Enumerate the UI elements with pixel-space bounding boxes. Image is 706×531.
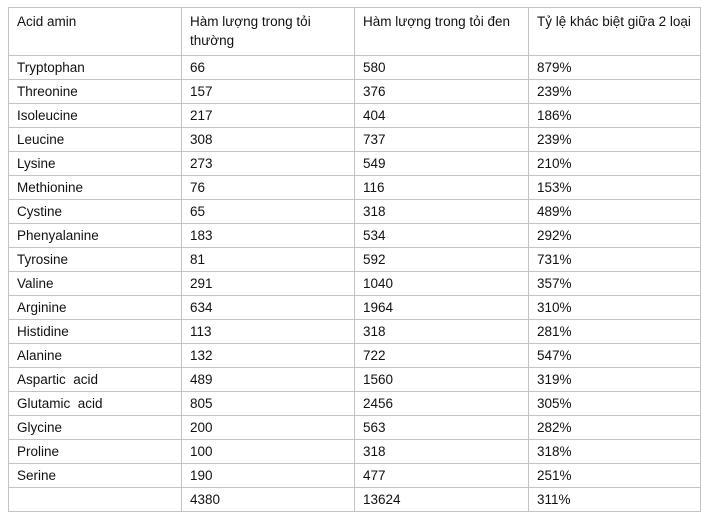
cell-acid-amin: Glutamic acid	[9, 392, 182, 416]
table-row	[9, 128, 701, 152]
cell-black-garlic-content: 318	[355, 320, 529, 344]
cell-acid-amin: Valine	[9, 272, 182, 296]
table-row	[9, 176, 701, 200]
cell-black-garlic-content: 722	[355, 344, 529, 368]
cell-regular-garlic-content: 113	[182, 320, 355, 344]
cell-acid-amin: Leucine	[9, 128, 182, 152]
cell-regular-garlic-content: 4380	[182, 488, 355, 512]
cell-black-garlic-content: 404	[355, 104, 529, 128]
cell-difference-ratio: 239%	[529, 128, 701, 152]
table-row	[9, 392, 701, 416]
cell-acid-amin: Serine	[9, 464, 182, 488]
table-row	[9, 224, 701, 248]
cell-acid-amin: Methionine	[9, 176, 182, 200]
cell-regular-garlic-content: 100	[182, 440, 355, 464]
cell-black-garlic-content: 376	[355, 80, 529, 104]
table-row	[9, 440, 701, 464]
table-row	[9, 368, 701, 392]
cell-acid-amin: Arginine	[9, 296, 182, 320]
table-row	[9, 416, 701, 440]
cell-difference-ratio: 357%	[529, 272, 701, 296]
cell-regular-garlic-content: 65	[182, 200, 355, 224]
cell-difference-ratio: 319%	[529, 368, 701, 392]
cell-regular-garlic-content: 66	[182, 56, 355, 80]
cell-difference-ratio: 318%	[529, 440, 701, 464]
cell-regular-garlic-content: 217	[182, 104, 355, 128]
cell-regular-garlic-content: 805	[182, 392, 355, 416]
column-header-regular-garlic-content: Hàm lượng trong tỏi thường	[182, 8, 355, 56]
table-row	[9, 272, 701, 296]
table-body	[9, 56, 701, 512]
cell-difference-ratio: 282%	[529, 416, 701, 440]
cell-black-garlic-content: 563	[355, 416, 529, 440]
table-row	[9, 320, 701, 344]
cell-difference-ratio: 310%	[529, 296, 701, 320]
cell-black-garlic-content: 318	[355, 440, 529, 464]
cell-difference-ratio: 731%	[529, 248, 701, 272]
cell-regular-garlic-content: 200	[182, 416, 355, 440]
cell-acid-amin: Histidine	[9, 320, 182, 344]
cell-acid-amin: Isoleucine	[9, 104, 182, 128]
cell-regular-garlic-content: 273	[182, 152, 355, 176]
amino-acid-table	[8, 7, 701, 512]
table-row	[9, 104, 701, 128]
cell-black-garlic-content: 580	[355, 56, 529, 80]
cell-acid-amin: Cystine	[9, 200, 182, 224]
cell-regular-garlic-content: 76	[182, 176, 355, 200]
cell-difference-ratio: 311%	[529, 488, 701, 512]
cell-difference-ratio: 239%	[529, 80, 701, 104]
cell-difference-ratio: 292%	[529, 224, 701, 248]
column-header-acid-amin: Acid amin	[9, 8, 182, 56]
table-row	[9, 200, 701, 224]
cell-regular-garlic-content: 291	[182, 272, 355, 296]
cell-black-garlic-content: 549	[355, 152, 529, 176]
cell-difference-ratio: 153%	[529, 176, 701, 200]
cell-acid-amin: Aspartic acid	[9, 368, 182, 392]
cell-regular-garlic-content: 183	[182, 224, 355, 248]
table-header	[9, 8, 701, 56]
cell-difference-ratio: 186%	[529, 104, 701, 128]
table-row	[9, 296, 701, 320]
column-header-black-garlic-content: Hàm lượng trong tỏi đen	[355, 8, 529, 56]
cell-regular-garlic-content: 132	[182, 344, 355, 368]
column-header-difference-ratio: Tỷ lệ khác biệt giữa 2 loại	[529, 8, 701, 56]
cell-black-garlic-content: 477	[355, 464, 529, 488]
cell-acid-amin: Lysine	[9, 152, 182, 176]
cell-difference-ratio: 547%	[529, 344, 701, 368]
cell-black-garlic-content: 2456	[355, 392, 529, 416]
cell-regular-garlic-content: 489	[182, 368, 355, 392]
cell-difference-ratio: 489%	[529, 200, 701, 224]
cell-black-garlic-content: 592	[355, 248, 529, 272]
cell-acid-amin: Phenyalanine	[9, 224, 182, 248]
cell-difference-ratio: 281%	[529, 320, 701, 344]
cell-black-garlic-content: 1040	[355, 272, 529, 296]
table-row	[9, 488, 701, 512]
cell-difference-ratio: 210%	[529, 152, 701, 176]
cell-regular-garlic-content: 190	[182, 464, 355, 488]
cell-regular-garlic-content: 81	[182, 248, 355, 272]
cell-black-garlic-content: 13624	[355, 488, 529, 512]
cell-regular-garlic-content: 308	[182, 128, 355, 152]
cell-acid-amin: Tryptophan	[9, 56, 182, 80]
cell-black-garlic-content: 1560	[355, 368, 529, 392]
cell-difference-ratio: 305%	[529, 392, 701, 416]
cell-regular-garlic-content: 634	[182, 296, 355, 320]
cell-black-garlic-content: 1964	[355, 296, 529, 320]
table-row	[9, 248, 701, 272]
table-row	[9, 80, 701, 104]
cell-acid-amin	[9, 488, 182, 512]
cell-acid-amin: Threonine	[9, 80, 182, 104]
cell-acid-amin: Glycine	[9, 416, 182, 440]
cell-acid-amin: Tyrosine	[9, 248, 182, 272]
table-row	[9, 464, 701, 488]
cell-black-garlic-content: 318	[355, 200, 529, 224]
table-row	[9, 152, 701, 176]
table-row	[9, 344, 701, 368]
cell-difference-ratio: 879%	[529, 56, 701, 80]
cell-black-garlic-content: 737	[355, 128, 529, 152]
header-row	[9, 8, 701, 56]
cell-regular-garlic-content: 157	[182, 80, 355, 104]
table-row	[9, 56, 701, 80]
cell-acid-amin: Alanine	[9, 344, 182, 368]
cell-black-garlic-content: 534	[355, 224, 529, 248]
cell-acid-amin: Proline	[9, 440, 182, 464]
cell-black-garlic-content: 116	[355, 176, 529, 200]
cell-difference-ratio: 251%	[529, 464, 701, 488]
